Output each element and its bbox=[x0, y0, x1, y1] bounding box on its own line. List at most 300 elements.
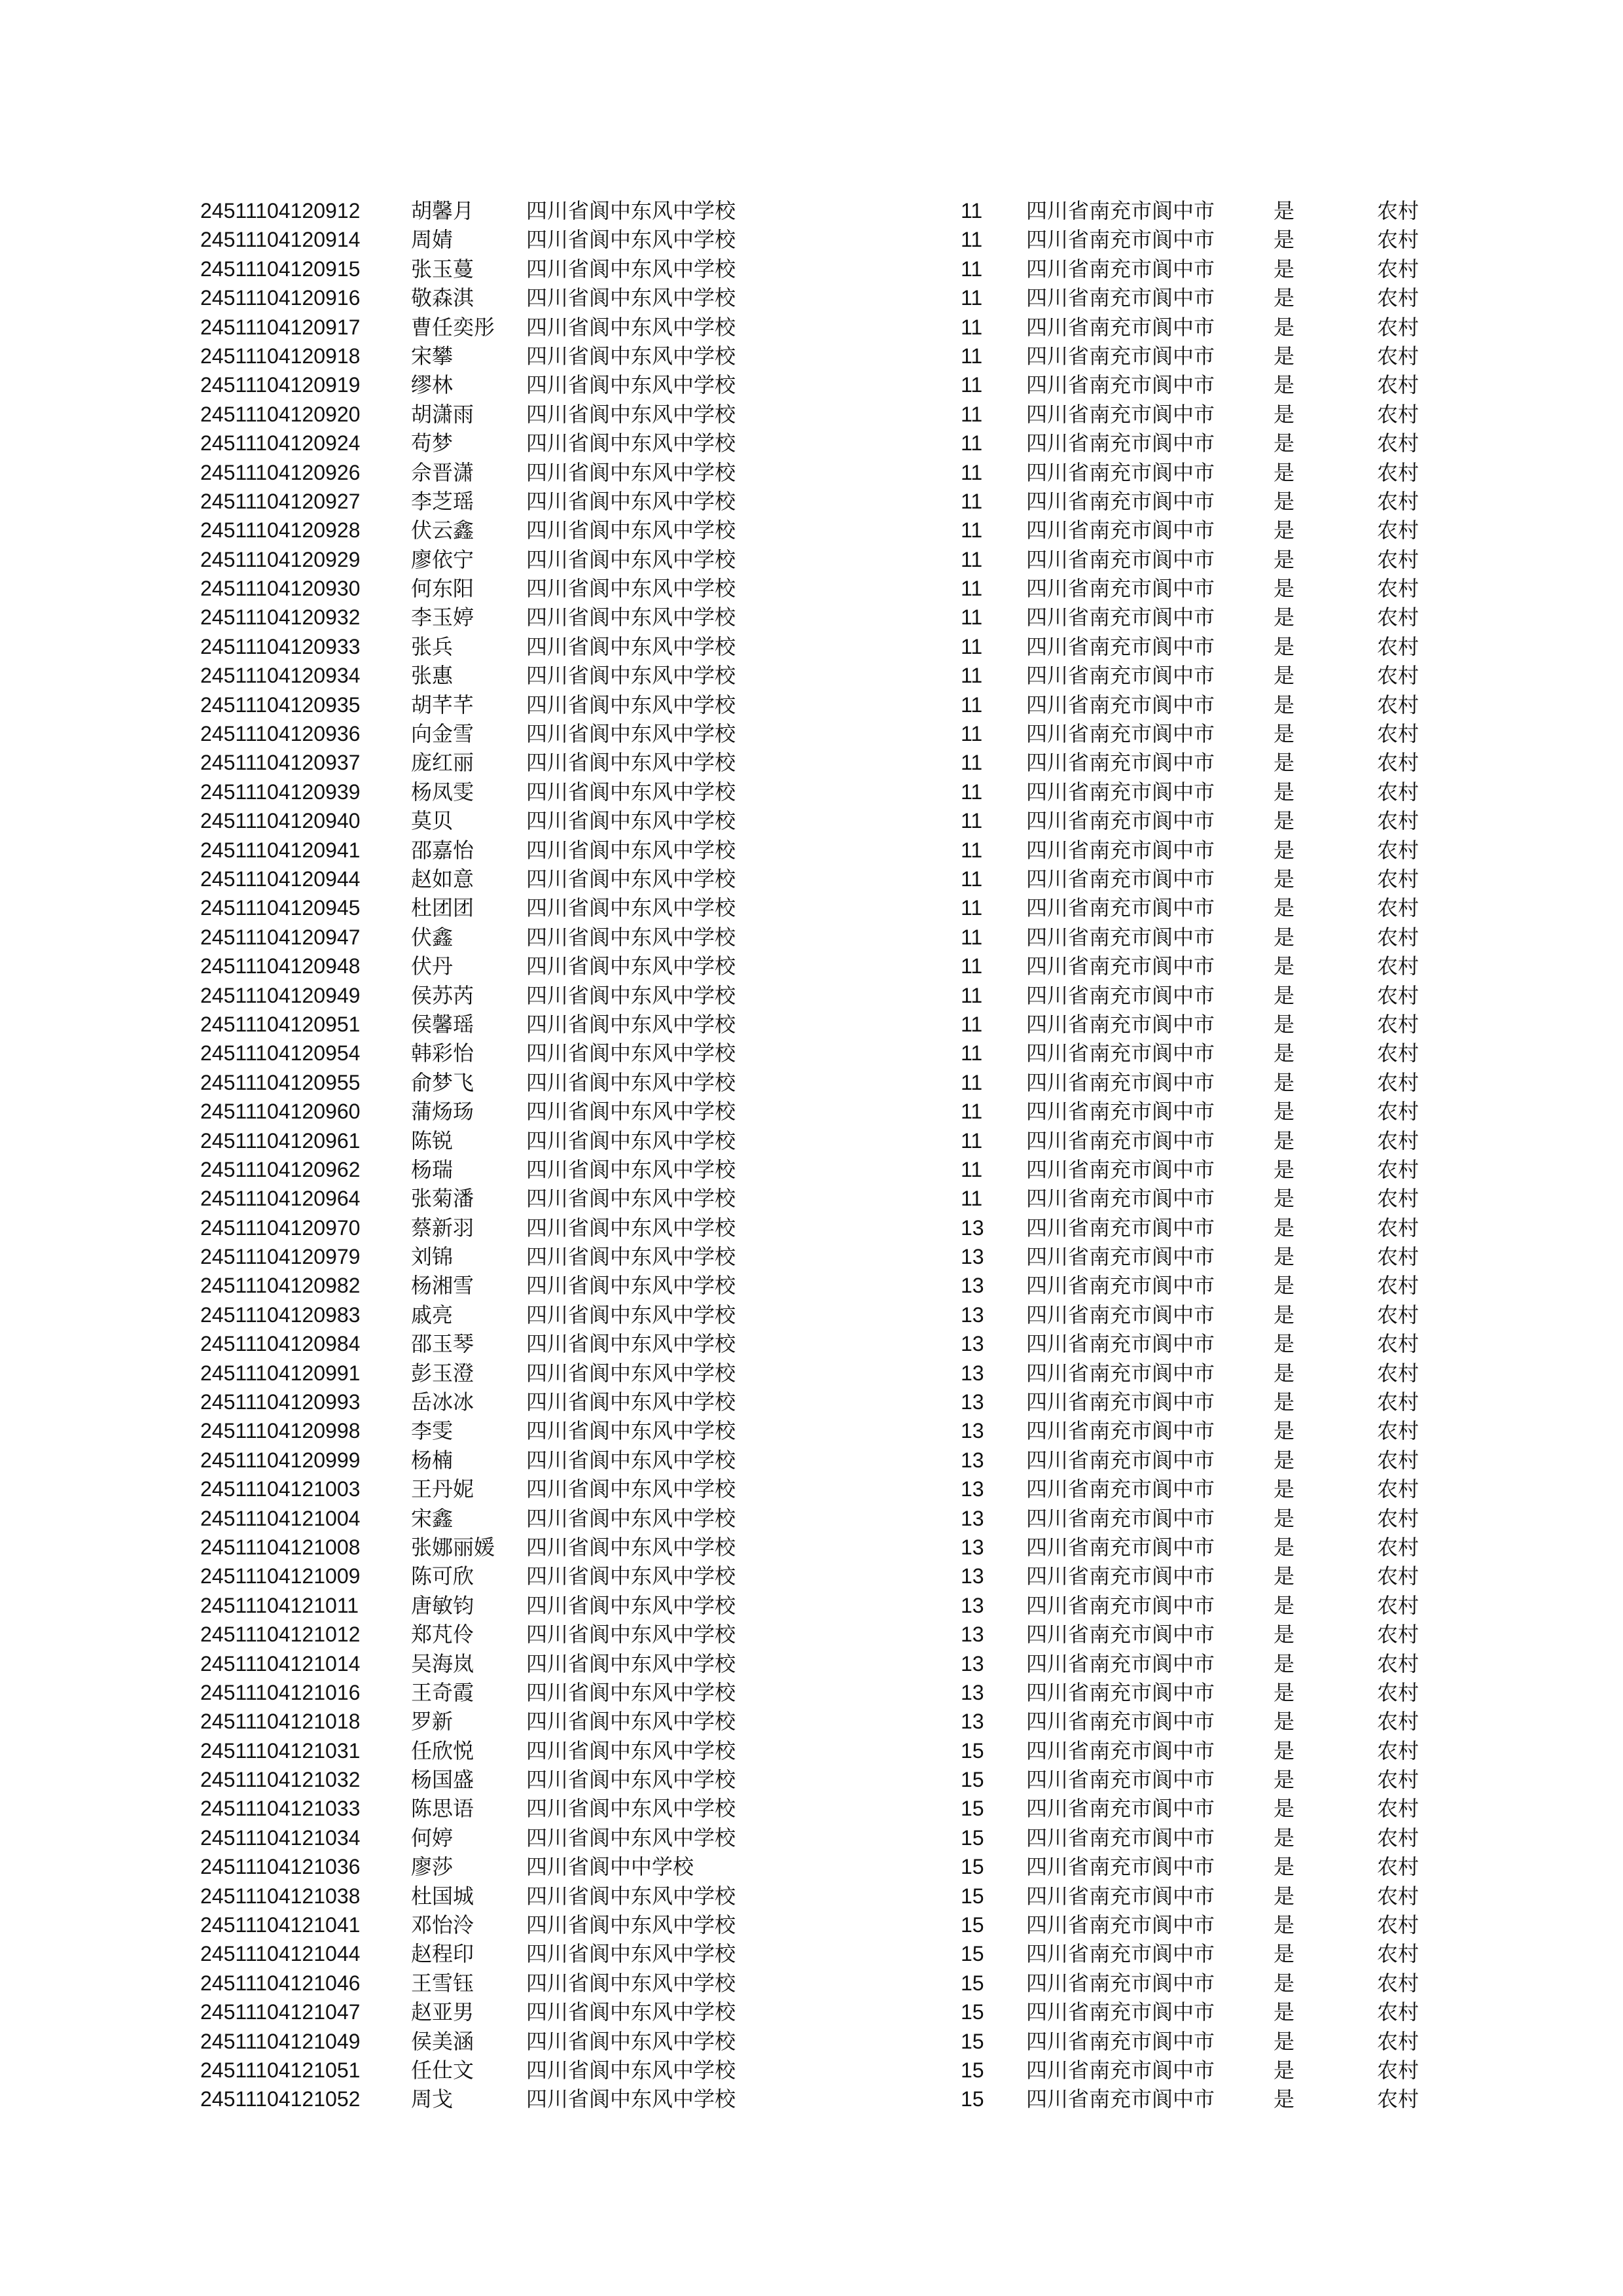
grade-code-cell: 13 bbox=[961, 1680, 984, 1704]
table-row bbox=[200, 545, 1444, 574]
student-name-cell: 周戈 bbox=[411, 2087, 454, 2112]
region-cell: 四川省南充市阆中市 bbox=[1026, 1622, 1215, 1647]
area-type-cell: 农村 bbox=[1377, 1883, 1419, 1909]
region-cell: 四川省南充市阆中市 bbox=[1026, 314, 1215, 340]
table-row bbox=[200, 487, 1444, 516]
student-id-cell: 24511104120962 bbox=[200, 1157, 361, 1181]
student-id-cell: 24511104120930 bbox=[200, 577, 361, 601]
student-id-cell: 24511104120949 bbox=[200, 983, 361, 1007]
region-cell: 四川省南充市阆中市 bbox=[1026, 1796, 1215, 1821]
status-flag-cell: 是 bbox=[1274, 1477, 1295, 1502]
area-type-cell: 农村 bbox=[1377, 692, 1419, 717]
region-cell: 四川省南充市阆中市 bbox=[1026, 576, 1215, 601]
school-name-cell: 四川省阆中东风中学校 bbox=[526, 837, 736, 863]
region-cell: 四川省南充市阆中市 bbox=[1026, 2028, 1215, 2054]
region-cell: 四川省南充市阆中市 bbox=[1026, 1912, 1215, 1938]
area-type-cell: 农村 bbox=[1377, 837, 1419, 863]
region-cell: 四川省南充市阆中市 bbox=[1026, 634, 1215, 659]
region-cell: 四川省南充市阆中市 bbox=[1026, 1360, 1215, 1386]
school-name-cell: 四川省阆中东风中学校 bbox=[526, 1883, 736, 1909]
status-flag-cell: 是 bbox=[1274, 1418, 1295, 1444]
grade-code-cell: 11 bbox=[961, 1157, 983, 1181]
table-row bbox=[200, 691, 1444, 719]
student-id-cell: 24511104120939 bbox=[200, 780, 361, 804]
student-name-cell: 何东阳 bbox=[411, 576, 474, 601]
table-row bbox=[200, 1678, 1444, 1707]
table-row bbox=[200, 458, 1444, 487]
student-name-cell: 王奇霞 bbox=[411, 1679, 474, 1705]
table-row bbox=[200, 778, 1444, 806]
region-cell: 四川省南充市阆中市 bbox=[1026, 721, 1215, 747]
student-id-cell: 24511104121016 bbox=[200, 1680, 361, 1704]
school-name-cell: 四川省阆中东风中学校 bbox=[526, 285, 736, 311]
status-flag-cell: 是 bbox=[1274, 1360, 1295, 1386]
grade-code-cell: 15 bbox=[961, 1855, 984, 1879]
status-flag-cell: 是 bbox=[1274, 1534, 1295, 1560]
region-cell: 四川省南充市阆中市 bbox=[1026, 285, 1215, 311]
grade-code-cell: 11 bbox=[961, 780, 983, 804]
area-type-cell: 农村 bbox=[1377, 343, 1419, 368]
status-flag-cell: 是 bbox=[1274, 2028, 1295, 2054]
school-name-cell: 四川省阆中东风中学校 bbox=[526, 1331, 736, 1357]
student-id-cell: 24511104120948 bbox=[200, 954, 361, 978]
area-type-cell: 农村 bbox=[1377, 1128, 1419, 1153]
school-name-cell: 四川省阆中东风中学校 bbox=[526, 1592, 736, 1618]
region-cell: 四川省南充市阆中市 bbox=[1026, 808, 1215, 834]
area-type-cell: 农村 bbox=[1377, 1941, 1419, 1967]
grade-code-cell: 11 bbox=[961, 373, 983, 397]
area-type-cell: 农村 bbox=[1377, 1679, 1419, 1705]
status-flag-cell: 是 bbox=[1274, 895, 1295, 921]
status-flag-cell: 是 bbox=[1274, 1796, 1295, 1821]
region-cell: 四川省南充市阆中市 bbox=[1026, 1854, 1215, 1880]
table-row bbox=[200, 1852, 1444, 1881]
grade-code-cell: 11 bbox=[961, 751, 983, 775]
school-name-cell: 四川省阆中东风中学校 bbox=[526, 431, 736, 456]
school-name-cell: 四川省阆中东风中学校 bbox=[526, 1622, 736, 1647]
region-cell: 四川省南充市阆中市 bbox=[1026, 2087, 1215, 2112]
status-flag-cell: 是 bbox=[1274, 431, 1295, 456]
student-name-cell: 李玉婷 bbox=[411, 605, 474, 630]
region-cell: 四川省南充市阆中市 bbox=[1026, 343, 1215, 368]
area-type-cell: 农村 bbox=[1377, 866, 1419, 891]
status-flag-cell: 是 bbox=[1274, 1099, 1295, 1124]
student-id-cell: 24511104121008 bbox=[200, 1535, 361, 1559]
student-name-cell: 张兵 bbox=[411, 634, 454, 659]
table-row bbox=[200, 1969, 1444, 1998]
area-type-cell: 农村 bbox=[1377, 1186, 1419, 1211]
region-cell: 四川省南充市阆中市 bbox=[1026, 1011, 1215, 1037]
student-id-cell: 24511104120935 bbox=[200, 692, 361, 717]
grade-code-cell: 13 bbox=[961, 1245, 984, 1269]
status-flag-cell: 是 bbox=[1274, 1186, 1295, 1211]
status-flag-cell: 是 bbox=[1274, 837, 1295, 863]
school-name-cell: 四川省阆中东风中学校 bbox=[526, 808, 736, 834]
grade-code-cell: 15 bbox=[961, 1913, 984, 1937]
school-name-cell: 四川省阆中东风中学校 bbox=[526, 1418, 736, 1444]
student-id-cell: 24511104120954 bbox=[200, 1041, 361, 1066]
region-cell: 四川省南充市阆中市 bbox=[1026, 256, 1215, 281]
table-row bbox=[200, 806, 1444, 835]
table-row bbox=[200, 1562, 1444, 1590]
table-row bbox=[200, 1707, 1444, 1736]
school-name-cell: 四川省阆中东风中学校 bbox=[526, 750, 736, 776]
student-id-cell: 24511104120984 bbox=[200, 1332, 361, 1356]
grade-code-cell: 11 bbox=[961, 1012, 983, 1036]
student-id-cell: 24511104120926 bbox=[200, 460, 361, 484]
area-type-cell: 农村 bbox=[1377, 721, 1419, 747]
area-type-cell: 农村 bbox=[1377, 634, 1419, 659]
grade-code-cell: 13 bbox=[961, 1593, 984, 1617]
status-flag-cell: 是 bbox=[1274, 1505, 1295, 1531]
grade-code-cell: 15 bbox=[961, 1738, 984, 1763]
region-cell: 四川省南充市阆中市 bbox=[1026, 1477, 1215, 1502]
student-id-cell: 24511104120960 bbox=[200, 1100, 361, 1124]
status-flag-cell: 是 bbox=[1274, 1941, 1295, 1967]
status-flag-cell: 是 bbox=[1274, 1273, 1295, 1299]
area-type-cell: 农村 bbox=[1377, 518, 1419, 543]
status-flag-cell: 是 bbox=[1274, 576, 1295, 601]
grade-code-cell: 13 bbox=[961, 1623, 984, 1647]
grade-code-cell: 11 bbox=[961, 286, 983, 310]
table-row bbox=[200, 1591, 1444, 1620]
status-flag-cell: 是 bbox=[1274, 1767, 1295, 1793]
student-id-cell: 24511104120932 bbox=[200, 605, 361, 630]
status-flag-cell: 是 bbox=[1274, 1244, 1295, 1270]
grade-code-cell: 11 bbox=[961, 664, 983, 688]
student-id-cell: 24511104120928 bbox=[200, 518, 361, 543]
area-type-cell: 农村 bbox=[1377, 605, 1419, 630]
grade-code-cell: 13 bbox=[961, 1302, 984, 1327]
region-cell: 四川省南充市阆中市 bbox=[1026, 1825, 1215, 1850]
grade-code-cell: 13 bbox=[961, 1361, 984, 1385]
student-id-cell: 24511104120914 bbox=[200, 228, 361, 252]
grade-code-cell: 15 bbox=[961, 1768, 984, 1792]
status-flag-cell: 是 bbox=[1274, 721, 1295, 747]
student-id-cell: 24511104121014 bbox=[200, 1651, 361, 1676]
grade-code-cell: 11 bbox=[961, 199, 983, 223]
table-row bbox=[200, 1910, 1444, 1939]
school-name-cell: 四川省阆中东风中学校 bbox=[526, 1825, 736, 1850]
area-type-cell: 农村 bbox=[1377, 256, 1419, 281]
grade-code-cell: 11 bbox=[961, 577, 983, 601]
student-id-cell: 24511104121031 bbox=[200, 1738, 361, 1763]
grade-code-cell: 11 bbox=[961, 1070, 983, 1094]
student-name-cell: 廖莎 bbox=[411, 1854, 454, 1880]
student-name-cell: 郑芃伶 bbox=[411, 1622, 474, 1647]
student-name-cell: 任仕文 bbox=[411, 2058, 474, 2083]
table-row bbox=[200, 1010, 1444, 1039]
student-name-cell: 杨湘雪 bbox=[411, 1273, 474, 1299]
student-id-cell: 24511104121052 bbox=[200, 2087, 361, 2111]
school-name-cell: 四川省阆中东风中学校 bbox=[526, 924, 736, 950]
student-id-cell: 24511104120924 bbox=[200, 431, 361, 456]
student-name-cell: 唐敏钧 bbox=[411, 1592, 474, 1618]
grade-code-cell: 11 bbox=[961, 518, 983, 543]
student-name-cell: 陈思语 bbox=[411, 1796, 474, 1821]
school-name-cell: 四川省阆中东风中学校 bbox=[526, 1679, 736, 1705]
student-id-cell: 24511104120970 bbox=[200, 1215, 361, 1240]
student-name-cell: 缪林 bbox=[411, 372, 454, 398]
region-cell: 四川省南充市阆中市 bbox=[1026, 924, 1215, 950]
grade-code-cell: 15 bbox=[961, 1942, 984, 1966]
table-row bbox=[200, 1242, 1444, 1271]
area-type-cell: 农村 bbox=[1377, 372, 1419, 398]
student-name-cell: 伏云鑫 bbox=[411, 518, 474, 543]
area-type-cell: 农村 bbox=[1377, 1390, 1419, 1415]
table-row bbox=[200, 1155, 1444, 1184]
grade-code-cell: 11 bbox=[961, 867, 983, 891]
student-name-cell: 杜团团 bbox=[411, 895, 474, 921]
student-name-cell: 张娜丽媛 bbox=[411, 1534, 495, 1560]
student-name-cell: 邵嘉怡 bbox=[411, 837, 474, 863]
school-name-cell: 四川省阆中东风中学校 bbox=[526, 2087, 736, 2112]
table-row bbox=[200, 923, 1444, 952]
student-id-cell: 24511104121047 bbox=[200, 2000, 361, 2024]
table-row bbox=[200, 516, 1444, 545]
student-name-cell: 杨瑞 bbox=[411, 1157, 454, 1182]
school-name-cell: 四川省阆中东风中学校 bbox=[526, 1477, 736, 1502]
student-name-cell: 杨楠 bbox=[411, 1447, 454, 1473]
grade-code-cell: 15 bbox=[961, 1884, 984, 1908]
status-flag-cell: 是 bbox=[1274, 779, 1295, 804]
area-type-cell: 农村 bbox=[1377, 1447, 1419, 1473]
status-flag-cell: 是 bbox=[1274, 1854, 1295, 1880]
grade-code-cell: 11 bbox=[961, 344, 983, 368]
area-type-cell: 农村 bbox=[1377, 431, 1419, 456]
student-name-cell: 杜国城 bbox=[411, 1883, 474, 1909]
region-cell: 四川省南充市阆中市 bbox=[1026, 1534, 1215, 1560]
region-cell: 四川省南充市阆中市 bbox=[1026, 954, 1215, 979]
grade-code-cell: 11 bbox=[961, 925, 983, 949]
school-name-cell: 四川省阆中东风中学校 bbox=[526, 954, 736, 979]
grade-code-cell: 11 bbox=[961, 402, 983, 426]
school-name-cell: 四川省阆中东风中学校 bbox=[526, 401, 736, 427]
status-flag-cell: 是 bbox=[1274, 488, 1295, 514]
student-name-cell: 吴海岚 bbox=[411, 1651, 474, 1676]
area-type-cell: 农村 bbox=[1377, 1796, 1419, 1821]
status-flag-cell: 是 bbox=[1274, 285, 1295, 311]
student-name-cell: 宋鑫 bbox=[411, 1505, 454, 1531]
school-name-cell: 四川省阆中东风中学校 bbox=[526, 1128, 736, 1153]
student-id-cell: 24511104120998 bbox=[200, 1419, 361, 1443]
status-flag-cell: 是 bbox=[1274, 343, 1295, 368]
school-name-cell: 四川省阆中东风中学校 bbox=[526, 895, 736, 921]
region-cell: 四川省南充市阆中市 bbox=[1026, 837, 1215, 863]
area-type-cell: 农村 bbox=[1377, 1738, 1419, 1763]
school-name-cell: 四川省阆中东风中学校 bbox=[526, 866, 736, 891]
table-row bbox=[200, 603, 1444, 632]
school-name-cell: 四川省阆中东风中学校 bbox=[526, 634, 736, 659]
school-name-cell: 四川省阆中东风中学校 bbox=[526, 1564, 736, 1589]
table-row bbox=[200, 255, 1444, 283]
area-type-cell: 农村 bbox=[1377, 1825, 1419, 1850]
region-cell: 四川省南充市阆中市 bbox=[1026, 1069, 1215, 1095]
region-cell: 四川省南充市阆中市 bbox=[1026, 750, 1215, 776]
grade-code-cell: 11 bbox=[961, 489, 983, 513]
area-type-cell: 农村 bbox=[1377, 1912, 1419, 1938]
student-id-cell: 24511104120964 bbox=[200, 1187, 361, 1211]
student-id-cell: 24511104120917 bbox=[200, 315, 361, 339]
student-id-cell: 24511104121033 bbox=[200, 1797, 361, 1821]
student-id-cell: 24511104121011 bbox=[200, 1593, 359, 1617]
area-type-cell: 农村 bbox=[1377, 1069, 1419, 1095]
school-name-cell: 四川省阆中东风中学校 bbox=[526, 1186, 736, 1211]
grade-code-cell: 11 bbox=[961, 1128, 983, 1153]
table-row bbox=[200, 719, 1444, 748]
student-name-cell: 俞梦飞 bbox=[411, 1069, 474, 1095]
student-name-cell: 陈可欣 bbox=[411, 1564, 474, 1589]
table-row bbox=[200, 1504, 1444, 1533]
grade-code-cell: 13 bbox=[961, 1710, 984, 1734]
school-name-cell: 四川省阆中东风中学校 bbox=[526, 2028, 736, 2054]
student-name-cell: 莫贝 bbox=[411, 808, 454, 834]
table-row bbox=[200, 429, 1444, 457]
school-name-cell: 四川省阆中东风中学校 bbox=[526, 1912, 736, 1938]
student-id-cell: 24511104121038 bbox=[200, 1884, 361, 1908]
student-name-cell: 庞红丽 bbox=[411, 750, 474, 776]
student-name-cell: 胡芊芊 bbox=[411, 692, 474, 717]
grade-code-cell: 11 bbox=[961, 722, 983, 746]
area-type-cell: 农村 bbox=[1377, 895, 1419, 921]
student-name-cell: 廖依宁 bbox=[411, 547, 474, 572]
student-id-cell: 24511104120940 bbox=[200, 809, 361, 833]
student-id-cell: 24511104120945 bbox=[200, 896, 361, 920]
area-type-cell: 农村 bbox=[1377, 1418, 1419, 1444]
student-name-cell: 胡馨月 bbox=[411, 198, 474, 223]
student-id-cell: 24511104120979 bbox=[200, 1245, 361, 1269]
table-row bbox=[200, 1388, 1444, 1416]
student-name-cell: 岳冰冰 bbox=[411, 1390, 474, 1415]
area-type-cell: 农村 bbox=[1377, 1592, 1419, 1618]
student-name-cell: 罗新 bbox=[411, 1709, 454, 1734]
status-flag-cell: 是 bbox=[1274, 314, 1295, 340]
status-flag-cell: 是 bbox=[1274, 1128, 1295, 1153]
grade-code-cell: 13 bbox=[961, 1390, 984, 1414]
table-row bbox=[200, 225, 1444, 254]
school-name-cell: 四川省阆中东风中学校 bbox=[526, 1069, 736, 1095]
status-flag-cell: 是 bbox=[1274, 459, 1295, 485]
school-name-cell: 四川省阆中东风中学校 bbox=[526, 1709, 736, 1734]
region-cell: 四川省南充市阆中市 bbox=[1026, 198, 1215, 223]
student-name-cell: 邵玉琴 bbox=[411, 1331, 474, 1357]
region-cell: 四川省南充市阆中市 bbox=[1026, 663, 1215, 689]
student-id-cell: 24511104120951 bbox=[200, 1012, 361, 1036]
student-name-cell: 伏丹 bbox=[411, 954, 454, 979]
school-name-cell: 四川省阆中东风中学校 bbox=[526, 1099, 736, 1124]
region-cell: 四川省南充市阆中市 bbox=[1026, 1679, 1215, 1705]
area-type-cell: 农村 bbox=[1377, 1970, 1419, 1996]
student-name-cell: 敬森淇 bbox=[411, 285, 474, 311]
area-type-cell: 农村 bbox=[1377, 982, 1419, 1008]
area-type-cell: 农村 bbox=[1377, 198, 1419, 223]
status-flag-cell: 是 bbox=[1274, 1564, 1295, 1589]
school-name-cell: 四川省阆中东风中学校 bbox=[526, 1041, 736, 1066]
table-row bbox=[200, 1649, 1444, 1678]
table-row bbox=[200, 1359, 1444, 1388]
school-name-cell: 四川省阆中东风中学校 bbox=[526, 692, 736, 717]
school-name-cell: 四川省阆中东风中学校 bbox=[526, 314, 736, 340]
table-row bbox=[200, 1882, 1444, 1910]
table-row bbox=[200, 1126, 1444, 1155]
grade-code-cell: 13 bbox=[961, 1651, 984, 1676]
table-row bbox=[200, 370, 1444, 399]
student-id-cell: 24511104120927 bbox=[200, 489, 361, 513]
table-row bbox=[200, 2056, 1444, 2085]
school-name-cell: 四川省阆中东风中学校 bbox=[526, 1273, 736, 1299]
school-name-cell: 四川省阆中东风中学校 bbox=[526, 1767, 736, 1793]
area-type-cell: 农村 bbox=[1377, 1622, 1419, 1647]
region-cell: 四川省南充市阆中市 bbox=[1026, 1186, 1215, 1211]
status-flag-cell: 是 bbox=[1274, 547, 1295, 572]
student-name-cell: 何婷 bbox=[411, 1825, 454, 1850]
student-id-cell: 24511104120937 bbox=[200, 751, 361, 775]
area-type-cell: 农村 bbox=[1377, 1331, 1419, 1357]
student-name-cell: 赵亚男 bbox=[411, 2000, 474, 2025]
region-cell: 四川省南充市阆中市 bbox=[1026, 866, 1215, 891]
student-name-cell: 李雯 bbox=[411, 1418, 454, 1444]
status-flag-cell: 是 bbox=[1274, 1157, 1295, 1182]
region-cell: 四川省南充市阆中市 bbox=[1026, 1883, 1215, 1909]
status-flag-cell: 是 bbox=[1274, 1709, 1295, 1734]
student-id-cell: 24511104120929 bbox=[200, 547, 361, 571]
table-row bbox=[200, 632, 1444, 661]
student-id-cell: 24511104120983 bbox=[200, 1302, 361, 1327]
student-id-cell: 24511104120934 bbox=[200, 664, 361, 688]
region-cell: 四川省南充市阆中市 bbox=[1026, 605, 1215, 630]
area-type-cell: 农村 bbox=[1377, 227, 1419, 253]
region-cell: 四川省南充市阆中市 bbox=[1026, 1128, 1215, 1153]
region-cell: 四川省南充市阆中市 bbox=[1026, 1157, 1215, 1182]
table-row bbox=[200, 748, 1444, 777]
area-type-cell: 农村 bbox=[1377, 1854, 1419, 1880]
school-name-cell: 四川省阆中东风中学校 bbox=[526, 1505, 736, 1531]
area-type-cell: 农村 bbox=[1377, 1157, 1419, 1182]
table-row bbox=[200, 342, 1444, 370]
status-flag-cell: 是 bbox=[1274, 634, 1295, 659]
region-cell: 四川省南充市阆中市 bbox=[1026, 547, 1215, 572]
status-flag-cell: 是 bbox=[1274, 808, 1295, 834]
school-name-cell: 四川省阆中东风中学校 bbox=[526, 518, 736, 543]
grade-code-cell: 15 bbox=[961, 2087, 984, 2111]
region-cell: 四川省南充市阆中市 bbox=[1026, 1215, 1215, 1240]
area-type-cell: 农村 bbox=[1377, 1360, 1419, 1386]
table-row bbox=[200, 661, 1444, 690]
school-name-cell: 四川省阆中东风中学校 bbox=[526, 1447, 736, 1473]
table-row bbox=[200, 1736, 1444, 1765]
status-flag-cell: 是 bbox=[1274, 1302, 1295, 1327]
area-type-cell: 农村 bbox=[1377, 2087, 1419, 2112]
area-type-cell: 农村 bbox=[1377, 285, 1419, 311]
area-type-cell: 农村 bbox=[1377, 808, 1419, 834]
region-cell: 四川省南充市阆中市 bbox=[1026, 1592, 1215, 1618]
school-name-cell: 四川省阆中东风中学校 bbox=[526, 372, 736, 398]
school-name-cell: 四川省阆中东风中学校 bbox=[526, 1302, 736, 1327]
table-row bbox=[200, 1068, 1444, 1097]
school-name-cell: 四川省阆中东风中学校 bbox=[526, 2058, 736, 2083]
school-name-cell: 四川省阆中东风中学校 bbox=[526, 1215, 736, 1240]
school-name-cell: 四川省阆中东风中学校 bbox=[526, 779, 736, 804]
area-type-cell: 农村 bbox=[1377, 1273, 1419, 1299]
school-name-cell: 四川省阆中东风中学校 bbox=[526, 576, 736, 601]
table-row bbox=[200, 1039, 1444, 1067]
student-id-cell: 24511104121018 bbox=[200, 1710, 361, 1734]
status-flag-cell: 是 bbox=[1274, 982, 1295, 1008]
grade-code-cell: 15 bbox=[961, 2029, 984, 2053]
student-id-cell: 24511104121034 bbox=[200, 1825, 361, 1850]
area-type-cell: 农村 bbox=[1377, 1505, 1419, 1531]
student-id-cell: 24511104120919 bbox=[200, 373, 361, 397]
